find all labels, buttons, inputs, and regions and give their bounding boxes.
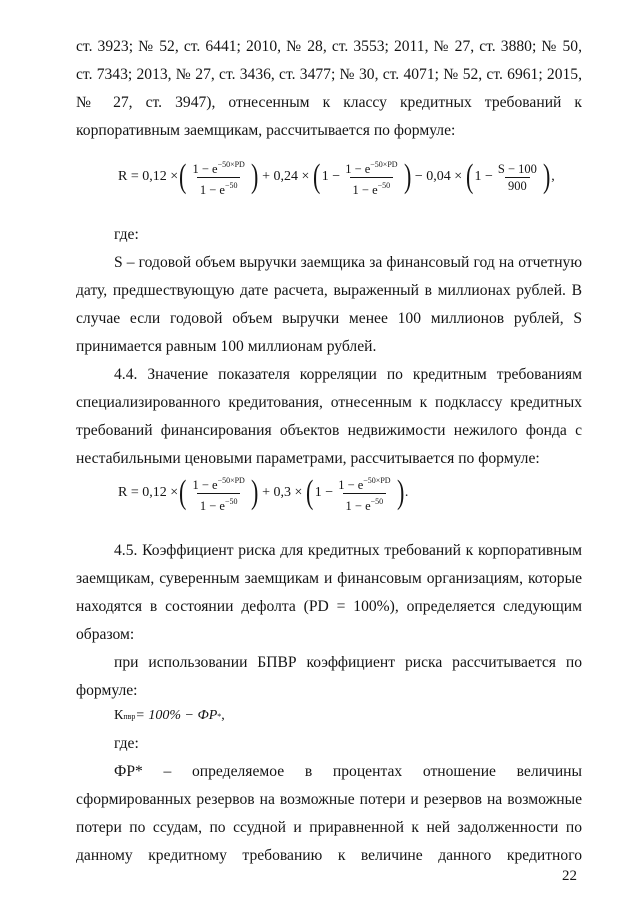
formula-correlation-corporate: R = 0,12 × ( $\frac{1 - e^{-50\times PD}}{1 - e^{-50}}$ ) + 0,24 × ( 1 − $\frac{1 - e^{-50\times PD}}{1 - e^{-50}}$ ) − 0,04 × ( 1 − $\frac{S - 100}{900}$ ) ,: [118, 158, 555, 197]
fraction: $\frac{1 - e^{-50\times PD}}{1 - e^{-50}}$: [345, 159, 398, 197]
text-line: заемщикам, суверенным заемщикам и финансовым организациям, которые: [76, 570, 582, 587]
section-heading-4-4: 4.4. Значение показателя корреляции по кредитным требованиям: [114, 366, 582, 383]
text-line: где:: [114, 226, 139, 243]
fraction: $\frac{S - 100}{900}$: [497, 161, 537, 193]
text-line: потери по ссудам, по ссудной и приравненной к ней задолженности по: [76, 819, 582, 836]
text-line: сформированных резервов на возможные потери и резервов на возможные: [76, 791, 582, 808]
fraction: $\frac{1 - e^{-50\times PD}}{1 - e^{-50}}$: [338, 475, 391, 513]
text-line: корпоративным заемщикам, рассчитывается по формуле:: [76, 122, 456, 139]
text-line: ФР* – определяемое в процентах отношение величины: [114, 763, 582, 780]
section-heading-4-5: 4.5. Коэффициент риска для кредитных требований к корпоративным: [114, 542, 582, 559]
formula-lhs: R = 0,12 ×: [118, 169, 179, 184]
text-line: ст. 7343; 2013, № 27, ст. 3436, ст. 3477; № 30, ст. 4071; № 52, ст. 6961; 2015,: [76, 66, 582, 83]
text-line: данному кредитному требованию к величине данного кредитного: [76, 847, 582, 864]
text-line: принимается равным 100 миллионам рублей.: [76, 338, 377, 355]
text-line: № 27, ст. 3947), отнесенным к классу кредитных требований к: [76, 94, 582, 111]
fraction: $\frac{1 - e^{-50\times PD}}{1 - e^{-50}}$: [192, 159, 245, 197]
text-line: S – годовой объем выручки заемщика за финансовый год на отчетную: [114, 254, 582, 271]
text-line: нестабильными ценовыми параметрами, рассчитывается по формуле:: [76, 450, 540, 467]
text-line: при использовании БПВР коэффициент риска рассчитывается по: [114, 654, 582, 671]
fraction: $\frac{1 - e^{-50\times PD}}{1 - e^{-50}}$: [192, 475, 245, 513]
text-line: ст. 3923; № 52, ст. 6441; 2010, № 28, ст. 3553; 2011, № 27, ст. 3880; № 50,: [76, 38, 582, 55]
formula-correlation-real-estate: R = 0,12 × ( $\frac{1 - e^{-50\times PD}}{1 - e^{-50}}$ ) + 0,3 × ( 1 − $\frac{1 - e^{-50\times PD}}{1 - e^{-50}}$ ) .: [118, 474, 409, 513]
text-line: образом:: [76, 626, 135, 643]
formula-risk-coefficient: К пвр = 100% − ФР * ,: [114, 708, 225, 723]
text-line: требований финансирования объектов недвижимости нежилого фонда с: [76, 422, 582, 439]
text-line: дату, предшествующую дате расчета, выраженный в миллионах рублей. В: [76, 282, 582, 299]
text-line: находятся в состоянии дефолта (PD = 100%), определяется следующим: [76, 598, 582, 615]
text-line: где:: [114, 735, 139, 752]
text-line: случае если годовой объем выручки менее 100 миллионов рублей, S: [76, 310, 582, 327]
page-number: 22: [562, 868, 577, 884]
text-line: специализированного кредитования, отнесенным к подклассу кредитных: [76, 394, 582, 411]
text-line: формуле:: [76, 682, 138, 699]
